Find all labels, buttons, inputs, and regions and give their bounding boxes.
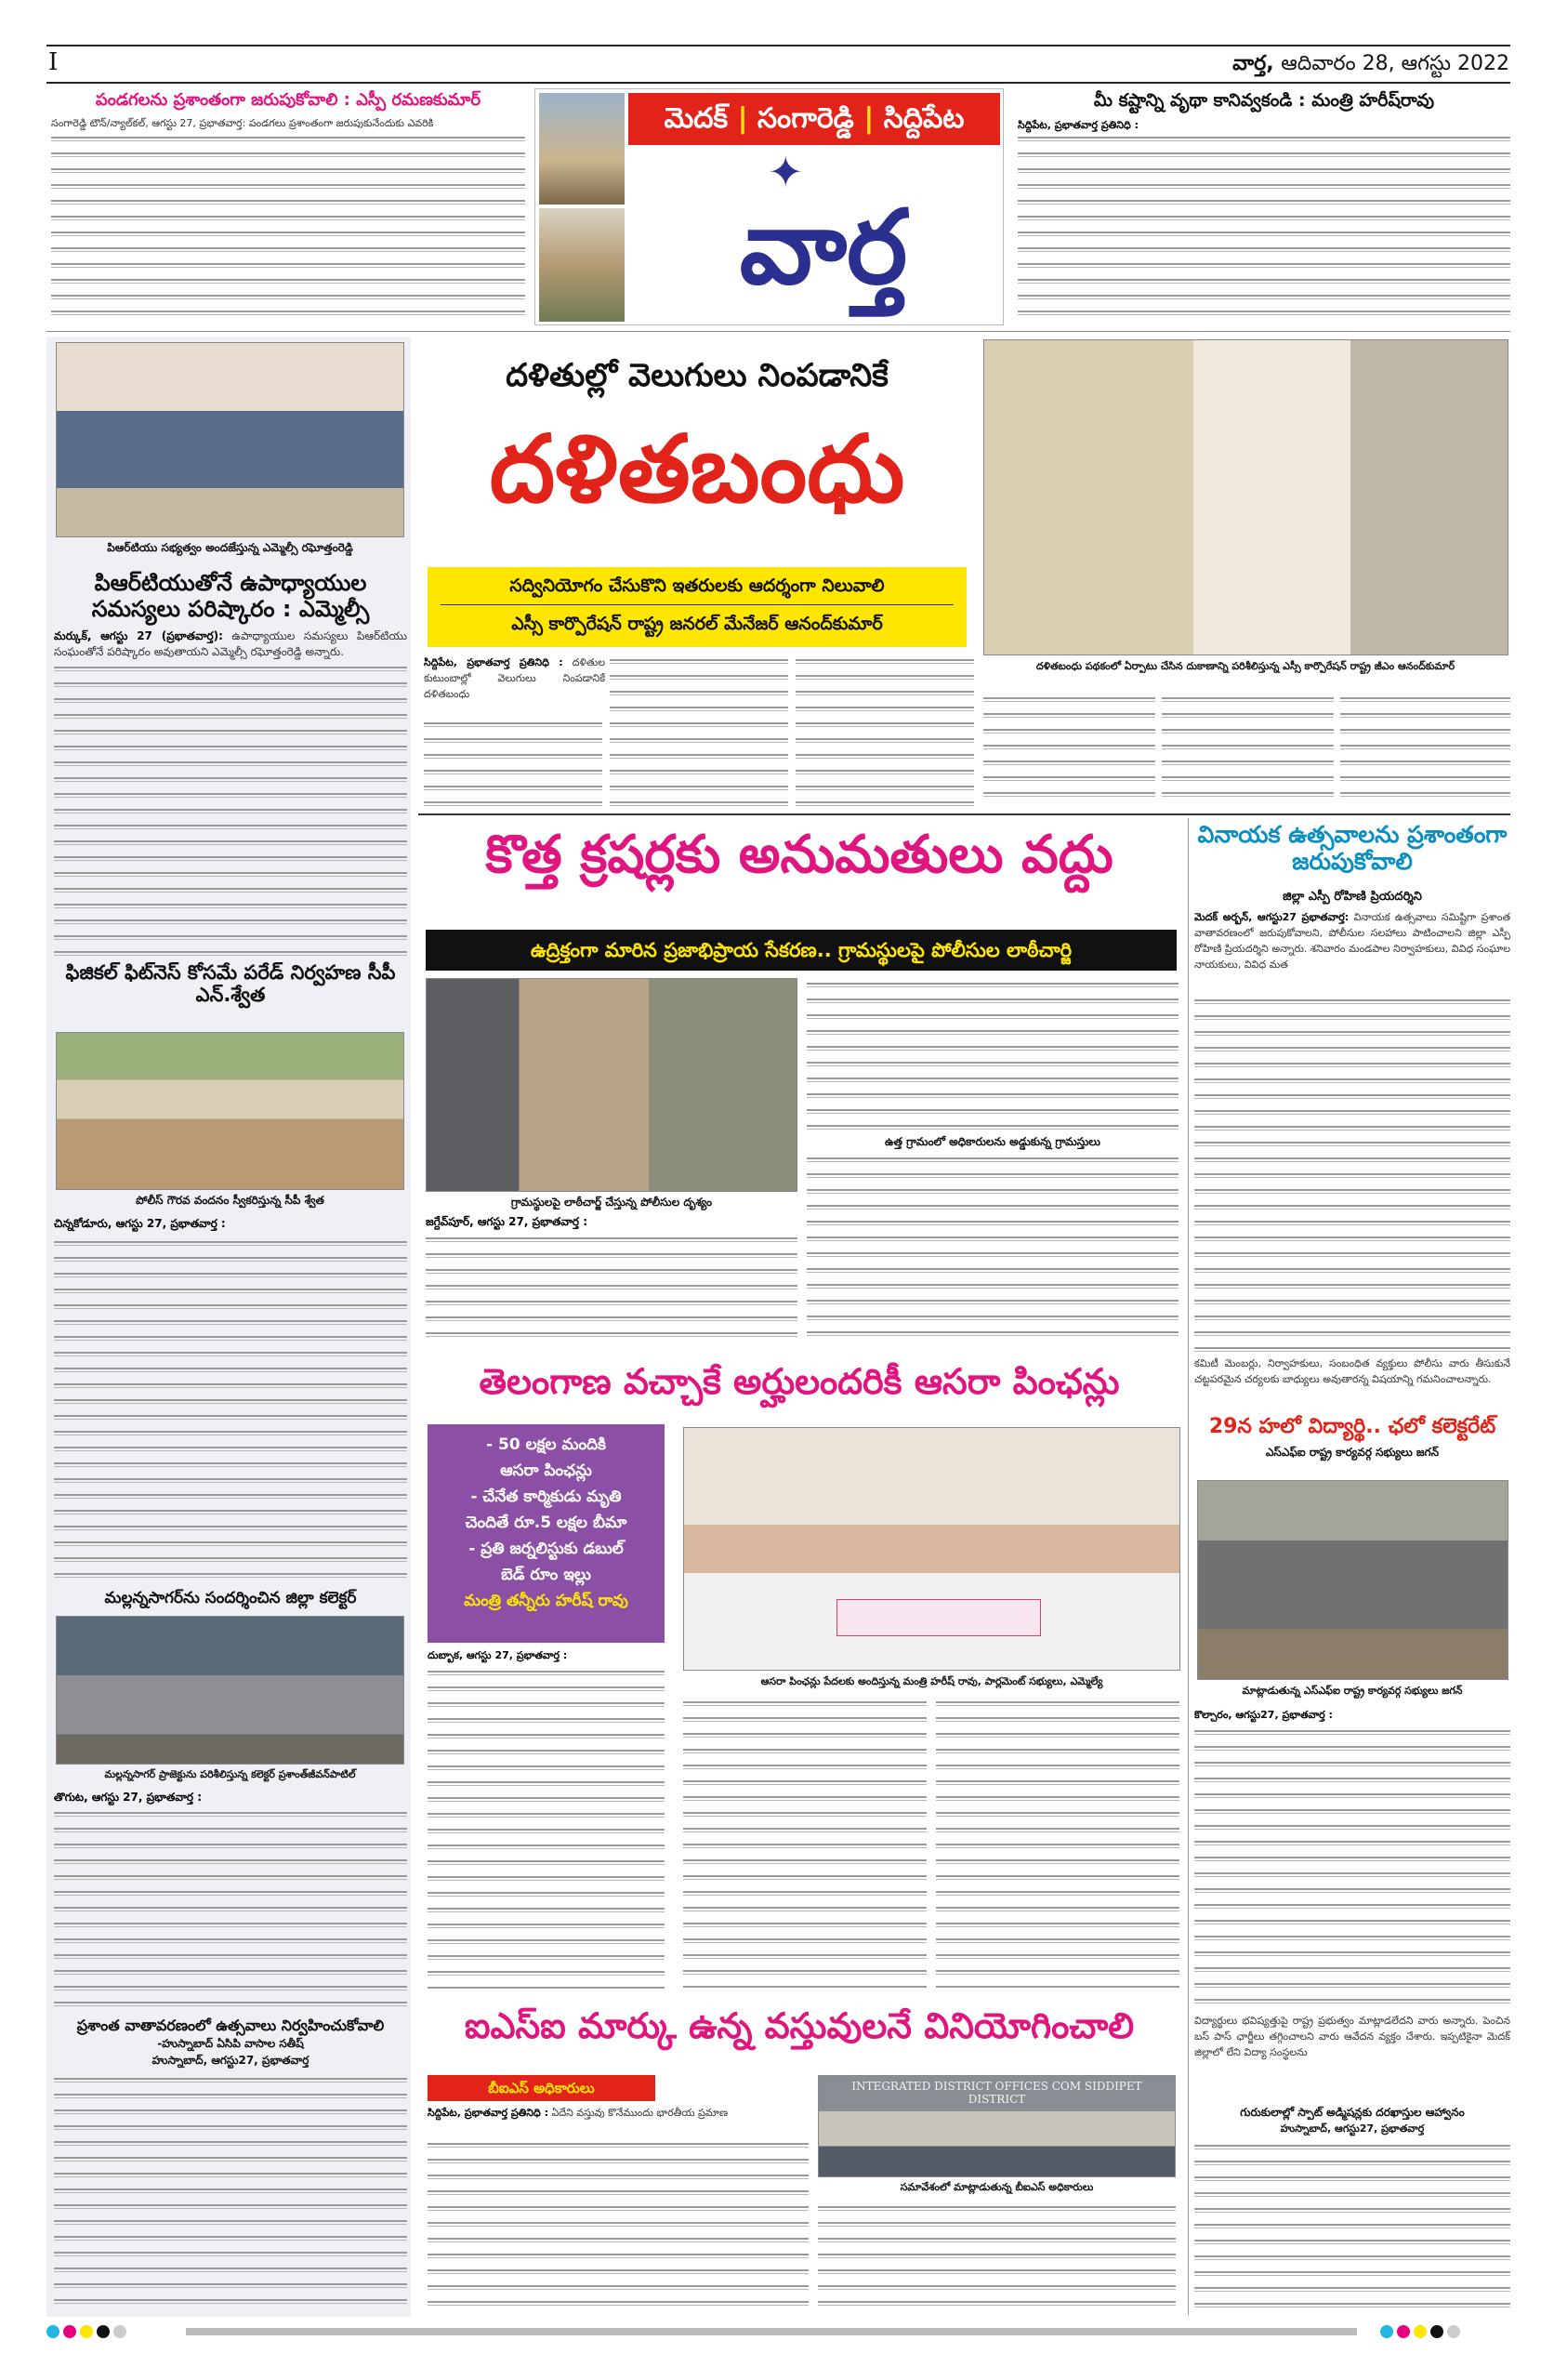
- prtu-text: [54, 662, 407, 959]
- pension-cheque: [836, 1599, 1041, 1636]
- festival-byline: -హుస్నాబాద్ ఏసిపి వాసాల సతీష్: [157, 2037, 304, 2050]
- parade-lead: చిన్నకోడూరు, ఆగస్టు 27, ప్రభాతవార్త :: [54, 1217, 226, 1230]
- dalitha-text-4: [983, 693, 1155, 807]
- date: ఆదివారం 28, ఆగస్టు 2022: [1281, 52, 1509, 75]
- dalitha-caption: దళితబంధు పథకంలో ఏర్పాటు చేసిన దుకాణాన్ని పరిశీలిస్తున్న ఎస్సీ కార్పొరేషన్ రాష్ట్ర జీఎం ఆనంద్‌కుమార్: [1035, 660, 1455, 672]
- dalitha-text-1: [424, 718, 602, 807]
- prtu-headline: పిఆర్‌టియుతోనే ఉపాధ్యాయుల సమస్యలు పరిష్కారం : ఎమ్మెల్సీ: [91, 570, 370, 622]
- festival-headline: ప్రశాంత వాతావరణంలో ఉత్సవాలు నిర్వహించుకోవాలి: [76, 2016, 385, 2034]
- top-left-headline: పండగలను ప్రశాంతంగా జరుపుకోవాలి : ఎస్పీ రమణకుమార్: [95, 90, 481, 110]
- dalitha-text-6: [1340, 693, 1510, 807]
- top-right-lead: సిద్దిపేట, ప్రభాతవార్త ప్రతినిధి :: [1018, 119, 1139, 131]
- bird-icon: ✦: [768, 147, 804, 197]
- mallanna-caption: మల్లన్నసాగర్ ప్రాజెక్టును పరిశీలిస్తున్న కలెక్టర్ ప్రశాంత్‌జీవన్‌పాటిల్: [104, 1768, 356, 1780]
- crusher-text-3: [426, 1233, 797, 1339]
- crusher-photo: [426, 978, 797, 1192]
- crusher-headline: కొత్త క్రషర్లకు అనుమతులు వద్దు: [485, 825, 1113, 885]
- festival-text: [54, 2073, 407, 2310]
- prtu-photo: [56, 342, 404, 537]
- isi-text-1: [428, 2138, 809, 2311]
- prtu-lead: మర్కుక్, ఆగస్టు 27 (ప్రభాతవార్త): ఉపాధ్యాయుల సమస్యలు పిఆర్‌టియు సంఘంతోనే పరిష్కారం అవుతాయని ఎమ్మెల్సీ రఘోత్తంరెడ్డి అన్నారు.: [54, 629, 407, 658]
- isi-lead: సిద్దిపేట, ప్రభాతవార్త ప్రతినిధి : ఏదేని వస్తువు కొనేముందు భారతీయ ప్రమాణ: [428, 2107, 729, 2119]
- pension-lead: దుబ్బాక, ఆగస్టు 27, ప్రభాతవార్త :: [428, 1649, 568, 1661]
- paper-name: వార్త: [1232, 52, 1267, 75]
- isi-caption: సమావేశంలో మాట్లాడుతున్న బీఐఎస్ అధికారులు: [900, 2181, 1094, 2193]
- registration-marks-left: [46, 2324, 130, 2342]
- sfi-text: [1194, 1726, 1510, 2009]
- mallanna-lead: తొగుట, ఆగస్టు 27, ప్రభాతవార్త :: [54, 1791, 203, 1804]
- prtu-caption: పిఆర్‌టియు సభ్యత్వం అందజేస్తున్న ఎమ్మెల్సీ రఘోత్తంరెడ్డి: [107, 541, 353, 554]
- divider: [418, 813, 1510, 815]
- gurukul-dateline: హుస్నాబాద్, ఆగస్టు27, ప్రభాతవార్త: [1280, 2122, 1425, 2135]
- vinayaka-tail: కమిటీ మెంబర్లు, నిర్వాహకులు, సంబంధిత వ్యక్తులు పోలీసు వారు తీసుకునే చట్టపరమైన చర్యలకు బాధ్యులు అవుతారన్న విషయాన్ని గమనించాలన్నారు.: [1194, 1357, 1510, 1385]
- parade-headline: ఫిజికల్ ఫిట్‌నెస్ కోసమే పరేడ్ నిర్వహణ సీపీ ఎన్.శ్వేత: [65, 961, 396, 1007]
- gurukul-text: [1194, 2140, 1510, 2312]
- crusher-text-2: [807, 1153, 1179, 1339]
- pension-text-2: [683, 1697, 927, 1990]
- isi-text-2: [818, 2202, 1176, 2311]
- vinayaka-byline: జిల్లా ఎస్పీ రోహిణి ప్రియదర్శిని: [1283, 890, 1422, 904]
- dalitha-kicker: దళితుల్లో వెలుగులు నింపడానికే: [506, 357, 889, 394]
- sfi-photo: [1197, 1480, 1508, 1680]
- dalitha-text-5: [1162, 693, 1334, 807]
- crusher-caption: గ్రామస్థులపై లాఠీచార్జ్ చేస్తున్న పోలీసుల దృశ్యం: [510, 1196, 713, 1209]
- crusher-subhead: ఉత్త గ్రామంలో అధికారులను అడ్డుకున్న గ్రామస్తులు: [885, 1135, 1100, 1148]
- isi-photo: [818, 2075, 1176, 2177]
- dalitha-deck: సద్వినియోగం చేసుకొని ఇతరులకు ఆదర్శంగా నిలువాలి ఎస్సీ కార్పొరేషన్ రాష్ట్ర జనరల్ మేనేజర్ ఆనంద్‌కుమార్: [428, 567, 967, 647]
- pension-text-3: [936, 1697, 1179, 1990]
- top-left-lead: సంగారెడ్డి టౌన్/న్యాల్‌కల్, ఆగస్టు 27, ప్రభాతవార్త: పండగలు ప్రశాంతంగా జరుపుకునేందుకు ఎవరికి: [51, 117, 434, 129]
- vinayaka-text: [1194, 995, 1510, 1353]
- registration-bar: [186, 2328, 1357, 2335]
- dalitha-text-2: [610, 654, 788, 807]
- vinayaka-headline: వినాయక ఉత్సవాలను ప్రశాంతంగా జరుపుకోవాలి: [1197, 821, 1508, 875]
- parade-text: [54, 1236, 407, 1582]
- dalitha-lead: సిద్దిపేట, ప్రభాతవార్త ప్రతినిధి : దళితుల కుటుంబాల్లో వెలుగులు నింపడానికే దళితబంధు: [424, 656, 606, 700]
- isi-headline: ఐఎస్ఐ మార్కు ఉన్న వస్తువులనే వినియోగించాలి: [464, 2005, 1135, 2046]
- mallanna-text: [54, 1807, 407, 2010]
- top-right-text: [1018, 132, 1510, 318]
- isi-photo-sign: INTEGRATED DISTRICT OFFICES COM SIDDIPET DISTRICT: [851, 2080, 1142, 2106]
- sfi-byline: ఎస్‌ఎఫ్‌ఐ రాష్ట్ర కార్యవర్గ సభ్యులు జగన్: [1265, 1446, 1440, 1459]
- mallanna-headline: మల్లన్నసాగర్‌ను సందర్శించిన జిల్లా కలెక్టర్: [104, 1589, 357, 1607]
- sfi-headline: 29న హలో విద్యార్థి.. ఛలో కలెక్టరేట్: [1208, 1415, 1496, 1438]
- page-mark: I: [48, 48, 59, 76]
- pension-text-1: [428, 1666, 665, 1989]
- parade-caption: పోలీస్ గౌరవ వందనం స్వీకరిస్తున్న సీపీ శ్వేత: [136, 1194, 324, 1207]
- dalitha-headline: దళితబంధు: [489, 415, 905, 523]
- dalitha-text-3: [796, 654, 974, 807]
- top-left-text: [51, 132, 525, 318]
- pension-caption: ఆసరా పింఛన్లు పేదలకు అందిస్తున్న మంత్రి హరీష్ రావు, పార్లమెంట్ సభ్యులు, ఎమ్మెల్యే: [760, 1675, 1103, 1687]
- district-banner: మెదక్ | సంగారెడ్డి | సిద్దిపేట: [628, 93, 1000, 145]
- gurukul-headline: గురుకులాల్లో స్పాట్ అడ్మిషన్లకు దరఖాస్తుల ఆహ్వానం: [1240, 2106, 1465, 2119]
- logo-box: [534, 88, 1004, 325]
- pension-box: - 50 లక్షల మందికి ఆసరా పింఛన్లు - చేనేత కార్మికుడు మృతి చెందితే రూ.5 లక్షల బీమా - ప్రతి జర్నలిస్టుకు డబుల్ బెడ్ రూం ఇల్లు మంత్రి తన్నీరు హరీష్ రావు: [428, 1424, 665, 1643]
- parade-photo: [56, 1032, 404, 1190]
- vaartha-logo: వార్త: [739, 188, 908, 307]
- crusher-strap: ఉద్రిక్తంగా మారిన ప్రజాభిప్రాయ సేకరణ.. గ్రామస్థులపై పోలీసుల లాఠీచార్జి: [426, 930, 1177, 971]
- top-right-headline: మీ కష్టాన్ని వృథా కానివ్వకండి : మంత్రి హరీష్‌రావు: [1093, 90, 1435, 111]
- isi-strap: బీఐఎస్ అధికారులు: [428, 2075, 655, 2101]
- registration-marks-right: [1380, 2324, 1464, 2342]
- sfi-lead: కొల్చారం, ఆగస్టు27, ప్రభాతవార్త :: [1194, 1709, 1333, 1721]
- pension-headline: తెలంగాణ వచ్చాకే అర్హులందరికీ ఆసరా పింఛన్లు: [479, 1361, 1120, 1402]
- crusher-text-1: [807, 978, 1179, 1131]
- sfi-body: విద్యార్థులు భవిష్యత్తుపై రాష్ట్ర ప్రభుత్వం మాట్లాడలేదని వారు అన్నారు. పెంచిన బస్ పాస్ ఛార్జీలు తగ్గించాలని వారు ఆవేదన వ్యక్తం చేశారు. ఇప్పటికైనా మెదక్ జిల్లాలో లేని విద్యా సంస్థలను: [1194, 2015, 1510, 2058]
- dalitha-photo: [983, 339, 1508, 655]
- temple-photo: [539, 93, 625, 205]
- festival-dateline: హుస్నాబాద్, ఆగస్టు27, ప్రభాతవార్త: [151, 2054, 309, 2067]
- tower-photo: [539, 208, 625, 322]
- masthead-date: వార్త, ఆదివారం 28, ఆగస్టు 2022: [1232, 52, 1509, 75]
- sfi-caption: మాట్లాడుతున్న ఎస్‌ఎఫ్‌ఐ రాష్ట్ర కార్యవర్గ సభ్యులు జగన్: [1242, 1685, 1463, 1697]
- crusher-lead: జగ్దేవ్‌పూర్, ఆగస్టు 27, ప్రభాతవార్త :: [426, 1215, 588, 1228]
- mallanna-photo: [56, 1616, 404, 1765]
- vinayaka-lead: మెదక్ అర్బన్, ఆగస్టు27 ప్రభాతవార్త: వినాయక ఉత్సవాలు సమిష్టిగా ప్రశాంత వాతావరణంలో జరుపుకోవాలని, పోలీసుల సలహాలు పాటించాలని జిల్లా ఎస్పీ రోహిణి ప్రియదర్శిని అన్నారు. శనివారం మండపాల నిర్వాహకులు, వివిధ సంఘాల నాయకులు, వివిధ మత: [1194, 911, 1511, 971]
